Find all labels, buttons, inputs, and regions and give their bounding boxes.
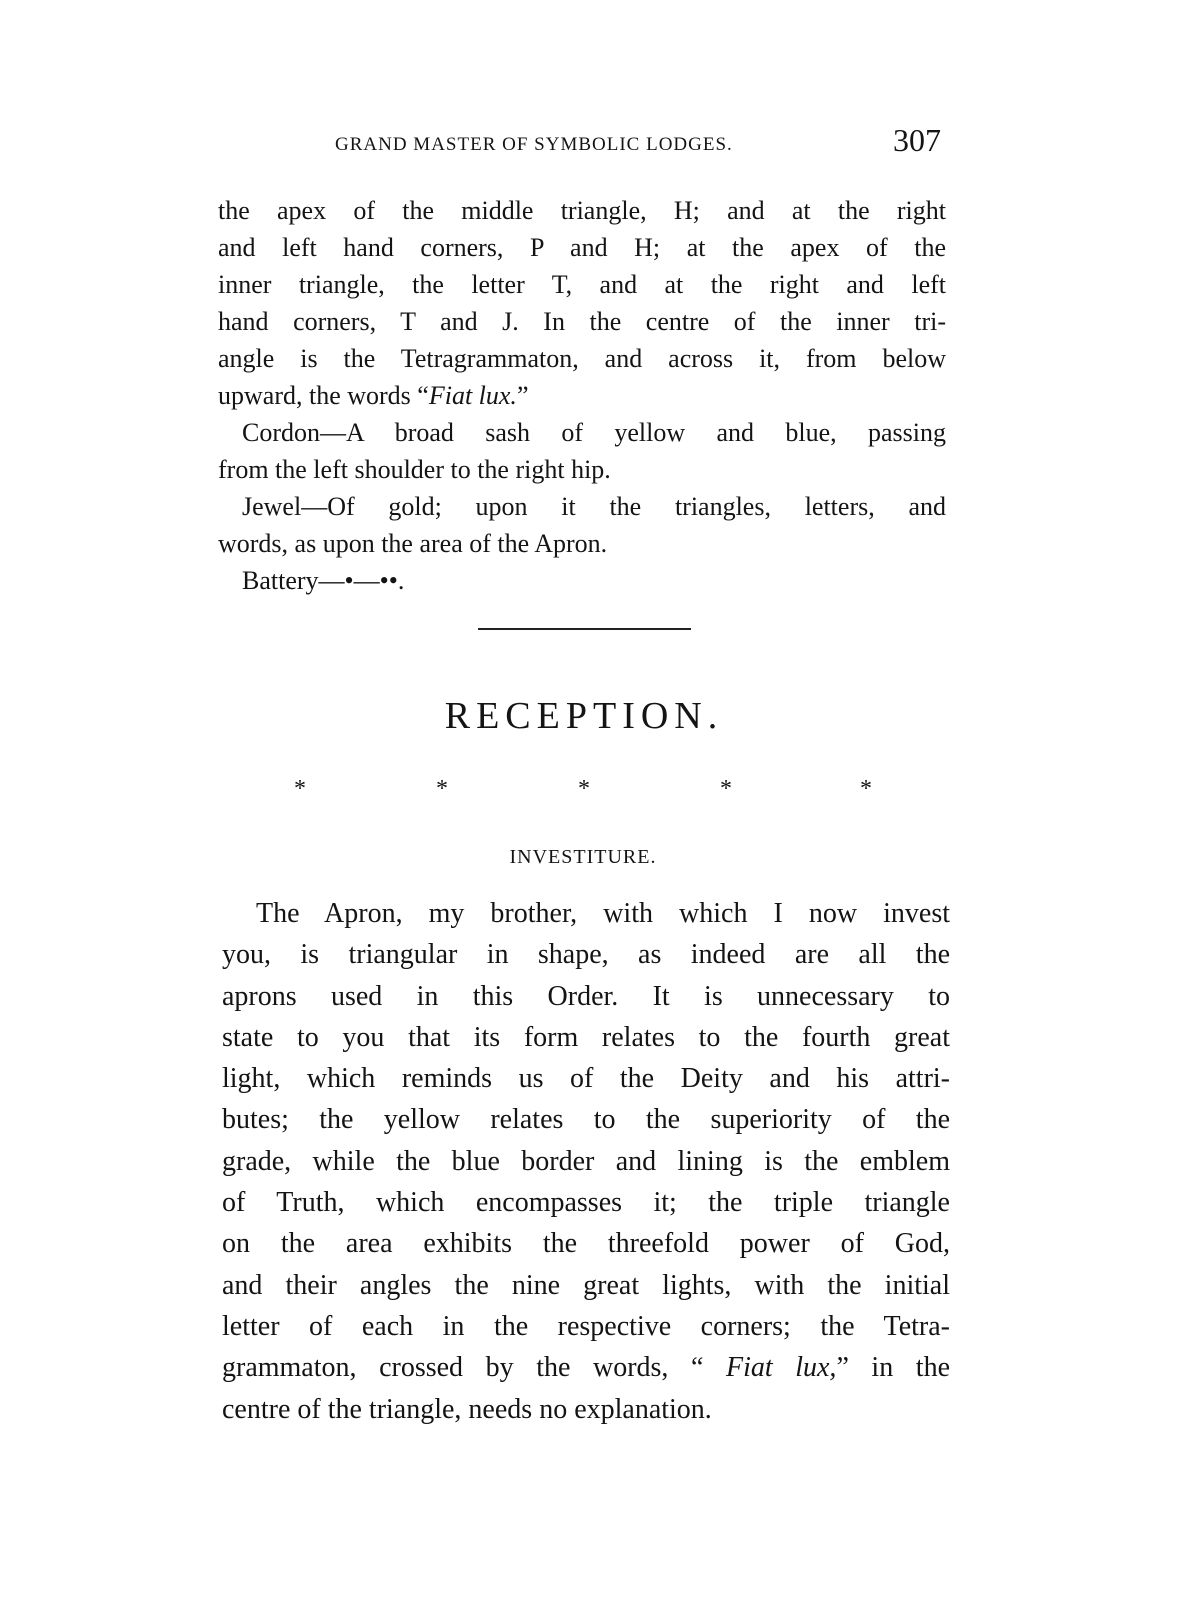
battery-line: Battery—•—••. <box>242 566 405 595</box>
text-line: The Apron, my brother, with which I now invest <box>256 898 950 929</box>
text-fragment: grammaton, crossed by the words, “ <box>222 1352 726 1384</box>
section-divider <box>478 628 691 630</box>
asterisk: * <box>720 776 732 802</box>
text-line: hand corners, T and J. In the centre of the inner tri- <box>218 307 946 336</box>
text-line: state to you that its form relates to the fourth great <box>222 1021 950 1053</box>
apron-description <box>218 192 946 599</box>
page-number: 307 <box>893 122 941 158</box>
italic-phrase: Fiat lux, <box>725 1352 837 1384</box>
asterisk: * <box>578 776 590 802</box>
text-fragment: ” <box>516 381 529 410</box>
asterisk: * <box>860 776 872 802</box>
cordon-line: from the left shoulder to the right hip. <box>218 455 611 484</box>
text-fragment: ” in the <box>836 1352 950 1384</box>
section-heading: RECEPTION. <box>444 695 724 737</box>
asterisk: * <box>436 776 448 802</box>
asterisk: * <box>294 776 306 802</box>
investiture-paragraph <box>222 893 950 1430</box>
text-line: light, which reminds us of the Deity and his attri- <box>222 1063 950 1095</box>
text-line: and their angles the nine great lights, with the initial <box>222 1269 950 1301</box>
text-line: and left hand corners, P and H; at the apex of the <box>218 233 946 262</box>
text-line: butes; the yellow relates to the superiority of the <box>222 1104 950 1136</box>
text-line: you, is triangular in shape, as indeed are all the <box>222 939 950 971</box>
text-line: centre of the triangle, needs no explanation. <box>222 1393 712 1425</box>
text-line <box>222 1347 950 1388</box>
text-line: on the area exhibits the threefold power of God, <box>222 1228 950 1260</box>
text-line: of Truth, which encompasses it; the triple triangle <box>222 1187 950 1219</box>
subheading: INVESTITURE. <box>509 846 657 868</box>
text-line: angle is the Tetragrammaton, and across it, from below <box>218 344 946 373</box>
text-fragment: upward, the words “ <box>218 381 429 410</box>
text-line <box>218 377 946 414</box>
italic-phrase: Fiat lux. <box>428 381 517 410</box>
asterism <box>0 776 1200 806</box>
text-line: inner triangle, the letter T, and at the right and left <box>218 270 946 299</box>
text-line: grade, while the blue border and lining is the emblem <box>222 1145 950 1177</box>
text-line: letter of each in the respective corners; the Tetra- <box>222 1310 950 1342</box>
jewel-line: words, as upon the area of the Apron. <box>218 529 608 558</box>
text-line: the apex of the middle triangle, H; and at the right <box>218 196 946 225</box>
cordon-line: Cordon—A broad sash of yellow and blue, passing <box>242 418 946 447</box>
running-head: GRAND MASTER OF SYMBOLIC LODGES. <box>335 134 733 155</box>
jewel-line: Jewel—Of gold; upon it the triangles, letters, and <box>242 492 946 521</box>
text-line: aprons used in this Order. It is unnecessary to <box>222 980 950 1012</box>
